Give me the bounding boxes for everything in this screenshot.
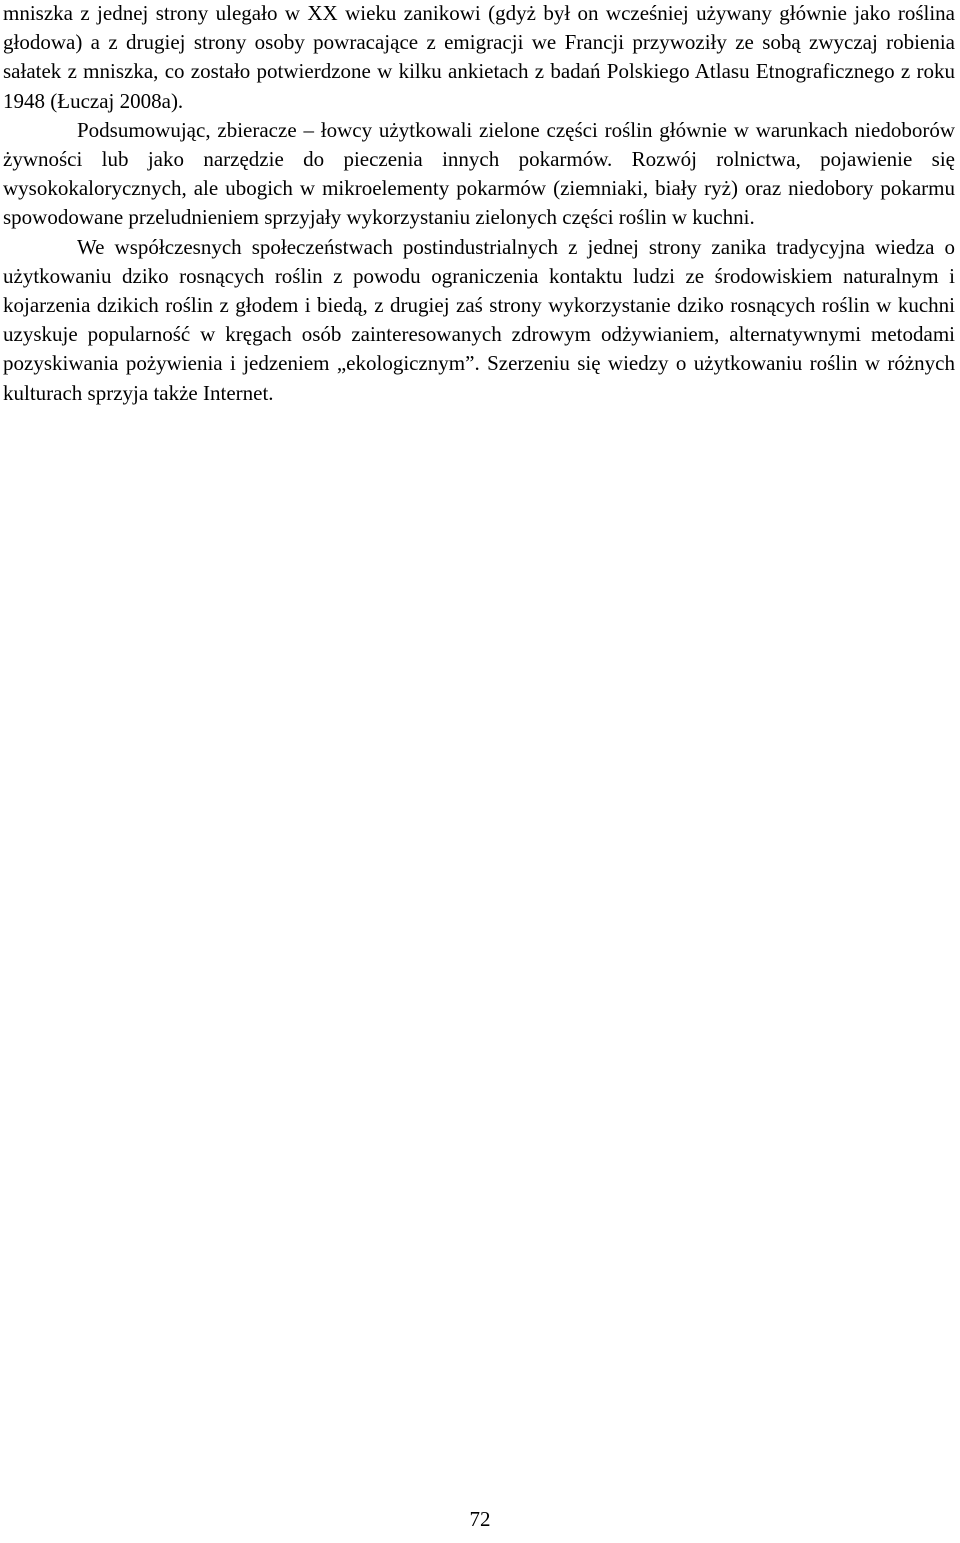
text-body	[3, 0, 955, 408]
paragraph-3: We współczesnych społeczeństwach postindustrialnych z jednej strony zanika tradycyjna wiedza o użytkowaniu dziko rosnących roślin z powodu ograniczenia kontaktu ludzi ze środowiskiem naturalnym i kojarzenia dzikich roślin z głodem i biedą, z drugiej zaś strony wykorzystanie dziko rosnących roślin w kuchni uzyskuje popularność w kręgach osób zainteresowanych zdrowym odżywianiem, alternatywnymi metodami pozyskiwania pożywienia i jedzeniem „ekologicznym”. Szerzeniu się wiedzy o użytkowaniu roślin w różnych kulturach sprzyja także Internet.	[3, 234, 955, 405]
paragraph-1: mniszka z jednej strony ulegało w XX wieku zanikowi (gdyż był on wcześniej używany głównie jako roślina głodowa) a z drugiej strony osoby powracające z emigracji we Francji przywoziły ze sobą zwyczaj robienia sałatek z mniszka, co zostało potwierdzone w kilku ankietach z badań Polskiego Atlasu Etnograficznego z roku 1948 (Łuczaj 2008a).	[3, 1, 955, 113]
paragraph-2: Podsumowując, zbieracze – łowcy użytkowali zielone części roślin głównie w warunkach niedoborów żywności lub jako narzędzie do pieczenia innych pokarmów. Rozwój rolnictwa, pojawienie się wysokokalorycznych, ale ubogich w mikroelementy pokarmów (ziemniaki, biały ryż) oraz niedobory pokarmu spowodowane przeludnieniem sprzyjały wykorzystaniu zielonych części roślin w kuchni.	[3, 117, 955, 230]
page-number: 72	[469, 1507, 491, 1531]
